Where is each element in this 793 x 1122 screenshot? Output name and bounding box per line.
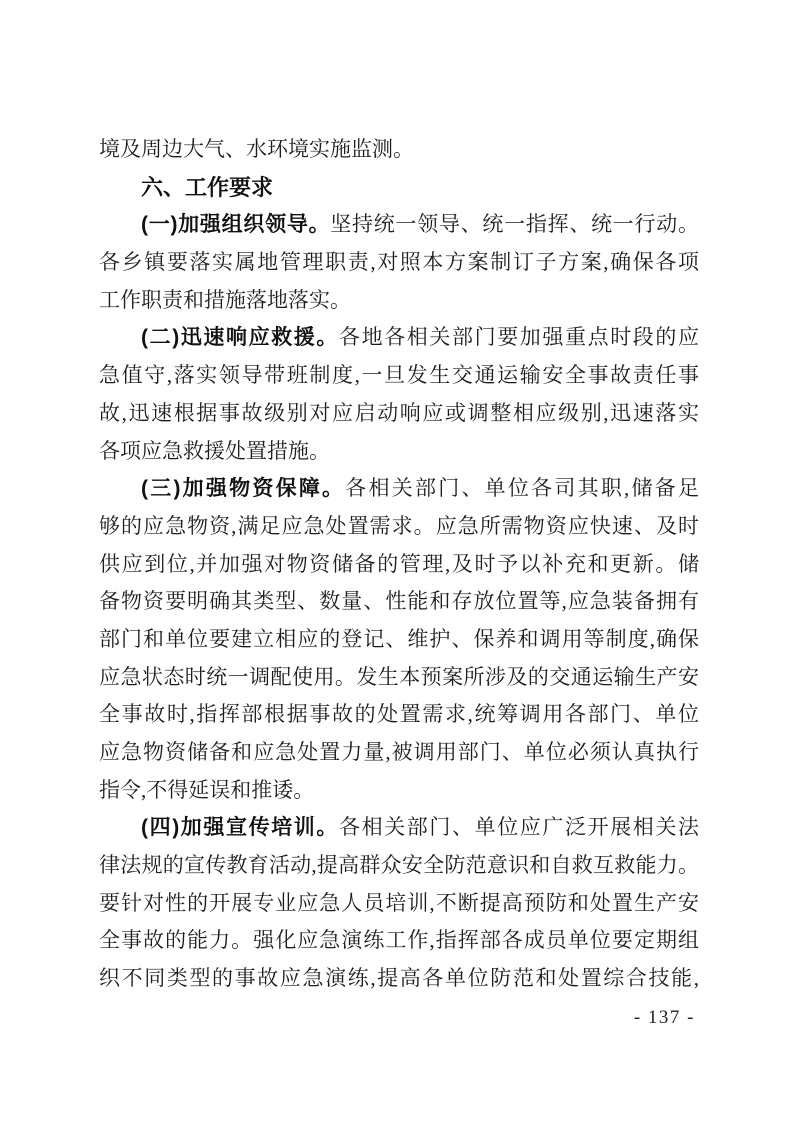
emphasis-text: (二)迅速响应救援。 — [141, 326, 339, 350]
text-line — [99, 659, 699, 697]
body-text: 够的应急物资,满足应急处置需求。应急所需物资应快速、及时 — [99, 513, 699, 538]
document-body — [99, 131, 699, 998]
text-line — [99, 885, 699, 923]
body-text: 律法规的宣传教育活动,提高群众安全防范意识和自救互救能力。 — [99, 853, 699, 878]
emphasis-text: (四)加强宣传培训。 — [141, 816, 339, 840]
text-line — [99, 772, 699, 810]
body-text: 各项应急救援处置措施。 — [99, 438, 330, 463]
body-text: 应急物资储备和应急处置力量,被调用部门、单位必须认真执行 — [99, 740, 699, 764]
body-text: 工作职责和措施落地落实。 — [99, 287, 351, 312]
text-line — [99, 696, 699, 734]
text-line — [99, 282, 699, 320]
body-text: 坚持统一领导、统一指挥、统一行动。 — [330, 212, 699, 237]
text-line — [99, 583, 699, 621]
text-line — [99, 357, 699, 395]
emphasis-text: (三)加强物资保障。 — [141, 477, 346, 501]
text-line — [99, 809, 699, 847]
text-line — [99, 847, 699, 885]
emphasis-text: 六、工作要求 — [141, 174, 274, 200]
body-text: 应急状态时统一调配使用。发生本预案所涉及的交通运输生产安 — [99, 664, 699, 689]
text-line — [99, 131, 699, 169]
text-line — [99, 734, 699, 772]
body-text: 境及周边大气、水环境实施监测。 — [99, 137, 414, 161]
body-text: 各乡镇要落实属地管理职责,对照本方案制订子方案,确保各项 — [99, 250, 699, 275]
body-text: 各地各相关部门要加强重点时段的应 — [339, 325, 699, 350]
body-text: 部门和单位要建立相应的登记、维护、保养和调用等制度,确保 — [99, 626, 699, 651]
body-text: 全事故的能力。强化应急演练工作,指挥部各成员单位要定期组 — [99, 928, 699, 953]
body-text: 要针对性的开展专业应急人员培训,不断提高预防和处置生产安 — [99, 890, 699, 915]
body-text: 织不同类型的事故应急演练,提高各单位防范和处置综合技能, — [99, 966, 699, 991]
text-line — [99, 244, 699, 282]
body-text: 急值守,落实领导带班制度,一旦发生交通运输安全事故责任事 — [99, 363, 699, 388]
text-line — [99, 395, 699, 433]
page-number: - 137 - — [633, 1007, 695, 1028]
text-line — [99, 319, 699, 357]
text-line — [99, 621, 699, 659]
body-text: 指令,不得延误和推诿。 — [99, 777, 315, 802]
text-line — [99, 508, 699, 546]
body-text: 各相关部门、单位各司其职,储备足 — [345, 476, 699, 501]
text-line — [99, 960, 699, 998]
emphasis-text: (一)加强组织领导。 — [141, 213, 331, 237]
body-text: 各相关部门、单位应广泛开展相关法 — [339, 815, 699, 840]
body-text: 故,迅速根据事故级别对应启动响应或调整相应级别,迅速落实 — [99, 400, 699, 425]
text-line — [99, 433, 699, 471]
text-line — [99, 470, 699, 508]
section-heading — [99, 169, 699, 207]
text-line — [99, 206, 699, 244]
body-text: 备物资要明确其类型、数量、性能和存放位置等,应急装备拥有 — [99, 589, 699, 614]
text-line — [99, 546, 699, 584]
text-line — [99, 922, 699, 960]
body-text: 供应到位,并加强对物资储备的管理,及时予以补充和更新。储 — [99, 551, 699, 576]
body-text: 全事故时,指挥部根据事故的处置需求,统筹调用各部门、单位 — [99, 702, 699, 727]
